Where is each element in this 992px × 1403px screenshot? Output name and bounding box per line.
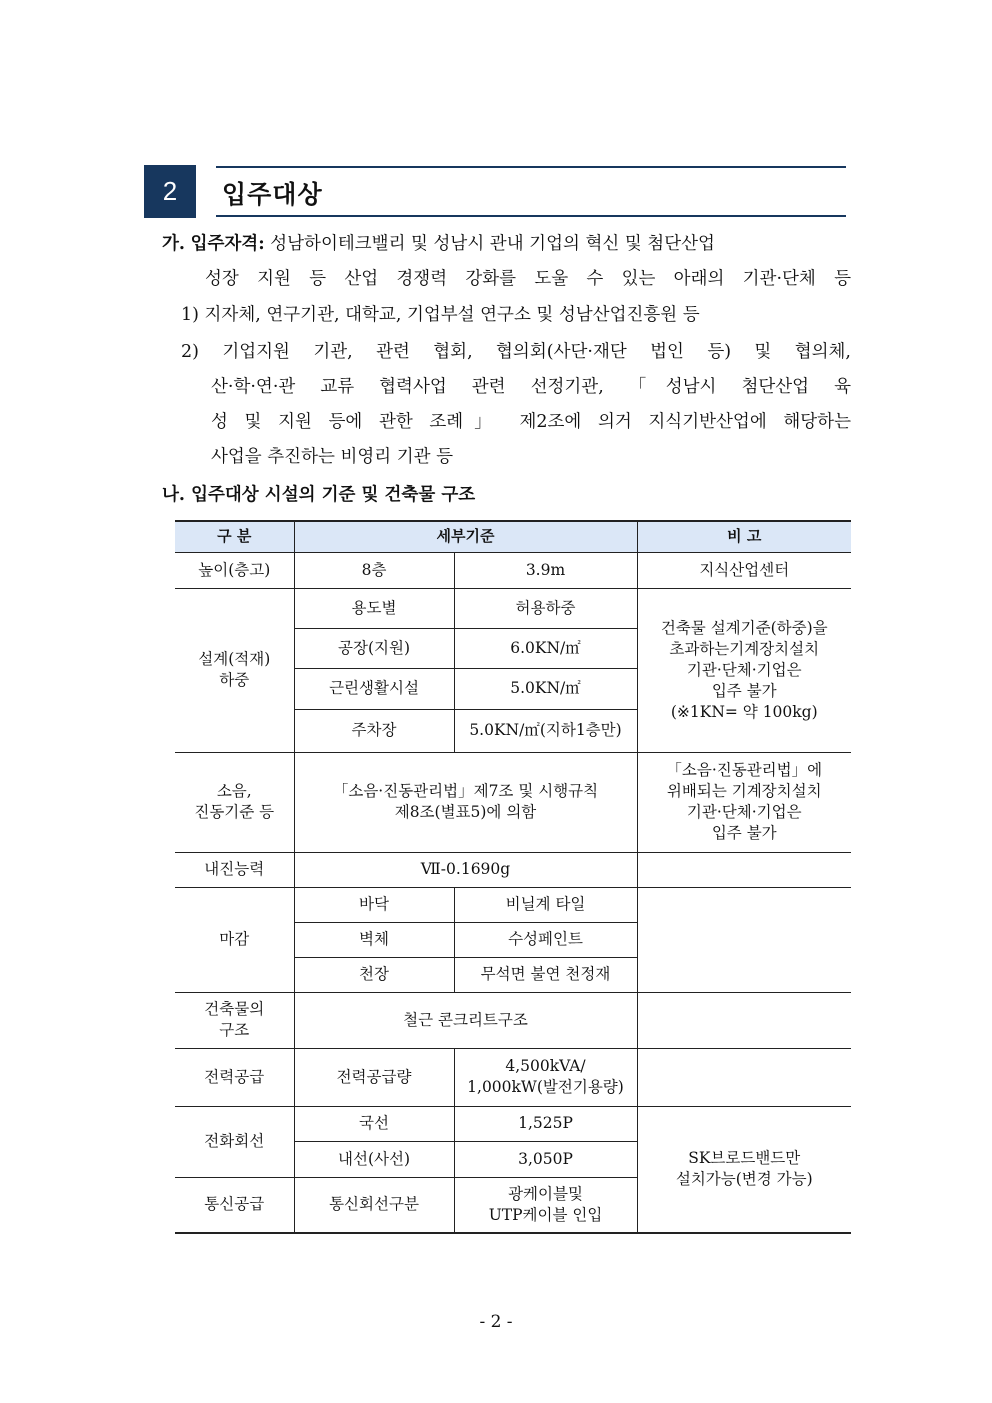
phone-item: 국선 [294,1106,454,1141]
load-value: 6.0KN/㎡ [454,628,637,668]
load-note-line: 건축물 설계기준(하중)을 [660,618,828,637]
comm-value-line2: UTP케이블 인입 [488,1205,603,1224]
para-ga-label: 입주자격: [190,234,265,254]
list-item-2-line3: 성 및 지원 등에 관한 조례」 제2조에 의거 지식기반산업에 해당하는 [211,412,851,432]
height-label: 높이(층고) [175,552,294,588]
noise-note-line: 위배되는 기계장치설치 [666,782,822,800]
structure-label-line2: 구조 [219,1021,250,1039]
section-header [144,165,846,218]
table-row-structure [175,992,851,1048]
noise-label-line1: 소음, [216,782,252,800]
table-row-noise [175,752,851,852]
para-ga-line2: 성장 지원 등 산업 경쟁력 강화를 도울 수 있는 아래의 기관·단체 등 [205,269,851,289]
height-floors: 8층 [294,552,454,588]
comm-item: 통신회선구분 [294,1177,454,1233]
power-value-line1: 4,500kVA/ [505,1057,586,1075]
noise-note-line: 입주 불가 [711,824,777,842]
finish-material: 수성페인트 [454,922,637,957]
noise-criteria-line2: 제8조(별표5)에 의함 [394,803,537,821]
list-item-2-line4: 사업을 추진하는 비영리 기관 등 [211,447,454,467]
finish-part: 벽체 [294,922,454,957]
phone-comm-note-line2: 설치가능(변경 가능) [675,1170,813,1189]
height-value: 3.9m [454,552,637,588]
section-rule-bottom [216,215,846,217]
finish-label: 마감 [175,887,294,992]
height-note: 지식산업센터 [637,552,851,588]
finish-part: 천장 [294,957,454,992]
load-note [637,588,851,752]
table-row-height [175,552,851,588]
noise-criteria [294,752,637,852]
header-criteria: 세부기준 [294,521,637,552]
header-note: 비 고 [637,521,851,552]
finish-note [637,887,851,992]
list-item-2-line1: 2) 기업지원 기관, 관련 협회, 협의회(사단·재단 법인 등) 및 협의체, [181,342,851,362]
load-label-line1: 설계(적재) [198,650,271,668]
list-item-2-line2: 산·학·연·관 교류 협력사업 관련 선정기관, 「성남시 첨단산업 육 [211,377,851,397]
power-item: 전력공급량 [294,1048,454,1106]
phone-label: 전화회선 [175,1106,294,1177]
power-value-line2: 1,000kW(발전기용량) [467,1078,624,1096]
table-row-load [175,588,851,628]
power-label: 전력공급 [175,1048,294,1106]
header-category: 구 분 [175,521,294,552]
power-note [637,1048,851,1106]
structure-label [175,992,294,1048]
comm-label: 통신공급 [175,1177,294,1233]
list-item-1: 1) 지자체, 연구기관, 대학교, 기업부설 연구소 및 성남산업진흥원 등 [181,305,700,325]
section-number: 2 [144,165,196,218]
load-note-line: 입주 불가 [711,681,777,700]
load-use: 주차장 [294,709,454,752]
load-label [175,588,294,752]
phone-item: 내선(사선) [294,1141,454,1177]
table-row-power [175,1048,851,1106]
noise-label-line2: 진동기준 등 [194,803,275,821]
page-number: - 2 - [479,1312,513,1332]
comm-value [454,1177,637,1233]
table-row-phone [175,1106,851,1141]
load-use: 근린생활시설 [294,668,454,709]
table-row-finish [175,887,851,922]
para-na-heading: 나. 입주대상 시설의 기준 및 건축물 구조 [162,485,476,505]
finish-material: 무석면 불연 천정재 [454,957,637,992]
comm-value-line1: 광케이블및 [508,1184,583,1203]
load-note-line: 기관·단체·기업은 [686,660,802,679]
load-note-line: 초과하는기계장치설치 [669,639,820,658]
seismic-label: 내진능력 [175,852,294,887]
para-ga-text: 성남하이테크밸리 및 성남시 관내 기업의 혁신 및 첨단산업 [270,234,715,254]
structure-value: 철근 콘크리트구조 [294,992,637,1048]
phone-comm-note-line1: SK브로드밴드만 [688,1149,801,1168]
power-value [454,1048,637,1106]
finish-material: 비닐계 타일 [454,887,637,922]
finish-part: 바닥 [294,887,454,922]
load-value: 5.0KN/㎡(지하1층만) [454,709,637,752]
phone-value: 3,050P [454,1141,637,1177]
table-row-seismic [175,852,851,887]
facility-spec-table [175,520,851,1234]
noise-note-line: 기관·단체·기업은 [686,803,802,821]
para-ga-line1 [162,233,852,255]
para-ga-marker: 가. [162,234,185,254]
load-use: 공장(지원) [294,628,454,668]
section-rule-top [216,166,846,168]
structure-label-line1: 건축물의 [204,1000,265,1018]
phone-value: 1,525P [454,1106,637,1141]
noise-criteria-line1: 「소음·진동관리법」제7조 및 시행규칙 [332,782,599,800]
noise-label [175,752,294,852]
structure-note [637,992,851,1048]
section-title: 입주대상 [222,180,323,209]
load-use: 용도별 [294,588,454,628]
table-header-row [175,521,851,552]
noise-note-line: 「소음·진동관리법」에 [666,761,823,779]
load-label-line2: 하중 [219,671,250,689]
seismic-note [637,852,851,887]
load-value: 5.0KN/㎡ [454,668,637,709]
load-note-line: (※1KN= 약 100kg) [670,702,818,721]
seismic-value: Ⅶ-0.1690g [294,852,637,887]
noise-note [637,752,851,852]
load-value: 허용하중 [454,588,637,628]
phone-comm-note [637,1106,851,1233]
